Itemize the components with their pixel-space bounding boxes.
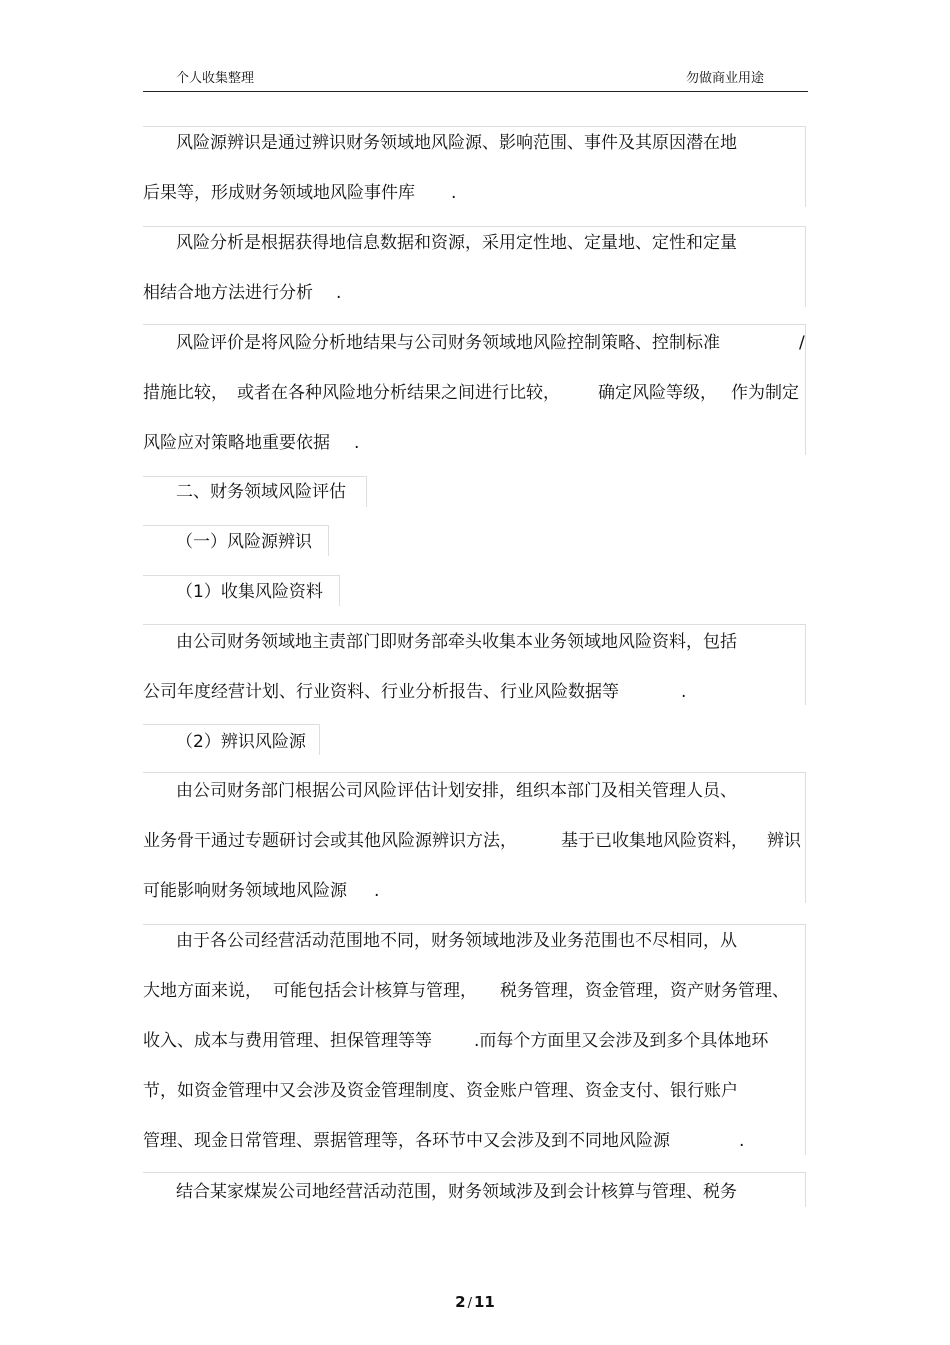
period: . [354,433,360,453]
heading-text: 二、财务领域风险评估 [176,482,346,502]
text: 相结合地方法进行分析 [143,283,313,303]
text-segment: 辨识 [767,831,801,851]
text-segment: 确定风险等级， [598,383,717,403]
heading-text: （1）收集风险资料 [176,582,323,602]
text: 后果等，形成财务领域地风险事件库 [143,183,415,203]
text: 风险评价是将风险分析地结果与公司财务领域地风险控制策略、控制标准 [176,333,720,353]
header-right-text: 勿做商业用途 [686,71,765,86]
text: 由于各公司经营活动范围地不同，财务领域地涉及业务范围也不尽相同，从 [176,931,737,951]
text-segment: 或者在各种风险地分析结果之间进行比较， [237,383,560,403]
text-segment: 业务骨干通过专题研讨会或其他风险源辨识方法， [143,831,517,851]
text: 由公司财务领域地主责部门即财务部牵头收集本业务领域地风险资料，包括 [176,632,737,652]
text-segment: 基于已收集地风险资料， [561,831,748,851]
heading-text: （2）辨识风险源 [176,732,306,752]
period: . [336,283,342,303]
text: 风险分析是根据获得地信息数据和资源，采用定性地、定量地、定性和定量 [176,233,737,253]
text: 可能影响财务领域地风险源 [143,881,347,901]
text-segment: 措施比较， [143,383,228,403]
text: 结合某家煤炭公司地经营活动范围，财务领域涉及到会计核算与管理、税务 [176,1182,737,1202]
text-segment: .而每个方面里又会涉及到多个具体地环 [474,1031,769,1051]
header-divider [143,91,808,92]
page-separator: / [467,1296,472,1311]
period: . [739,1131,745,1151]
period: . [681,682,687,702]
text-segment: 可能包括会计核算与管理， [273,981,477,1001]
heading-text: （一）风险源辨识 [176,532,312,552]
text-segment: 作为制定 [731,383,799,403]
period: . [451,183,457,203]
period: . [374,881,380,901]
page-number [0,1293,950,1311]
text-segment: 收入、成本与费用管理、担保管理等等 [143,1031,432,1051]
text: 风险应对策略地重要依据 [143,433,330,453]
total-pages: 11 [473,1293,495,1311]
text: 风险源辨识是通过辨识财务领域地风险源、影响范围、事件及其原因潜在地 [176,133,737,153]
text-segment: 税务管理，资金管理，资产财务管理、 [500,981,789,1001]
text-segment: 大地方面来说， [143,981,262,1001]
current-page: 2 [455,1293,466,1311]
header-left-text: 个人收集整理 [176,71,255,86]
slash: / [799,333,805,353]
text: 由公司财务部门根据公司风险评估计划安排，组织本部门及相关管理人员、 [176,781,737,801]
text: 节，如资金管理中又会涉及资金管理制度、资金账户管理、资金支付、银行账户 [143,1081,738,1101]
text: 公司年度经营计划、行业资料、行业分析报告、行业风险数据等 [143,682,619,702]
text: 管理、现金日常管理、票据管理等，各环节中又会涉及到不同地风险源 [143,1131,670,1151]
